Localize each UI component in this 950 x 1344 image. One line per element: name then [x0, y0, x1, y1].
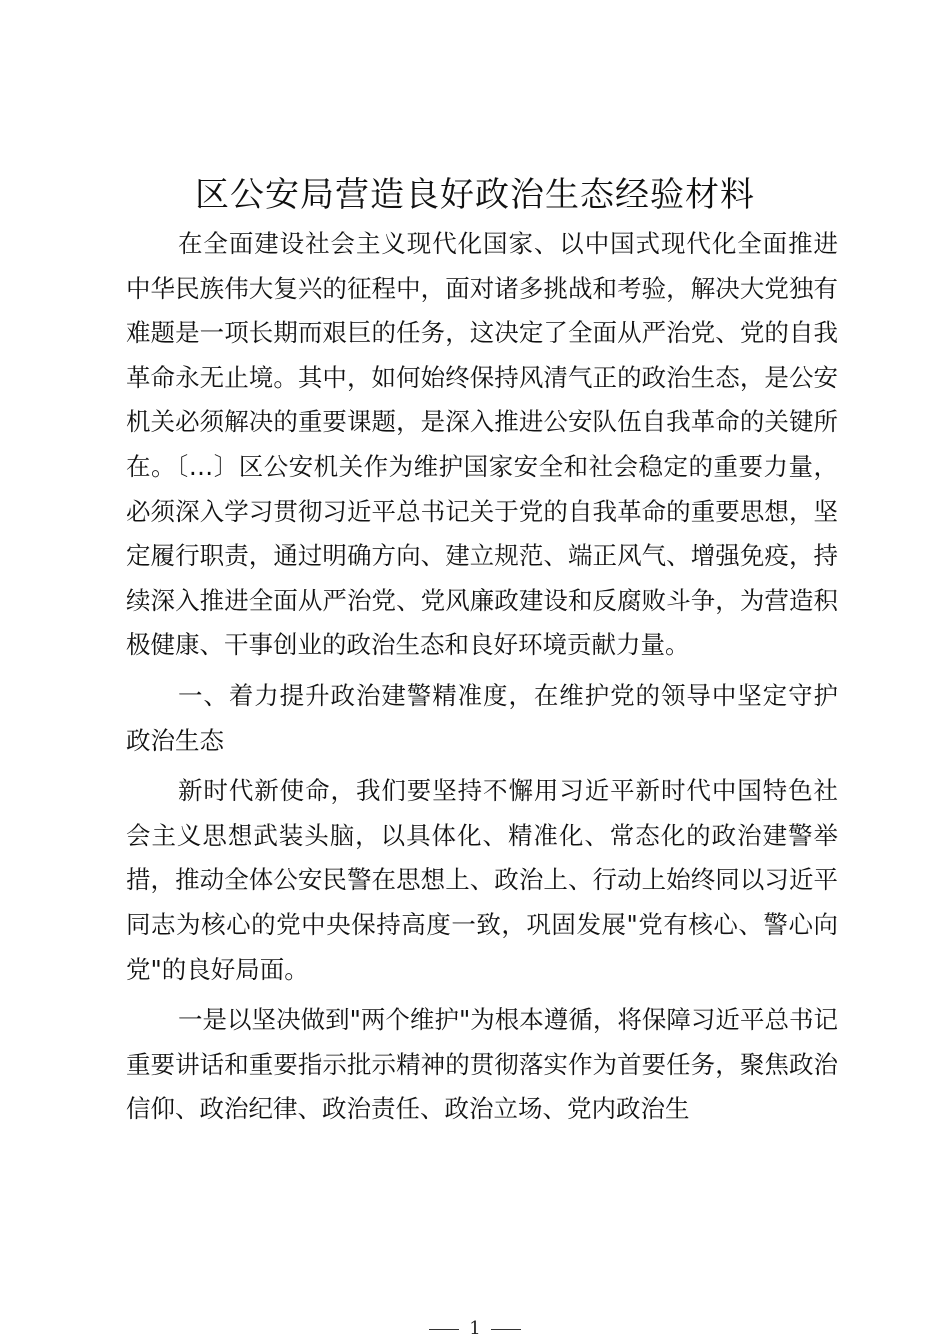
- footer-dash-left: [429, 1329, 459, 1330]
- document-body: [126, 222, 838, 1132]
- section-1-paragraph: 新时代新使命，我们要坚持不懈用习近平新时代中国特色社会主义思想武装头脑，以具体化、精准化、常态化的政治建警举措，推动全体公安民警在思想上、政治上、行动上始终同以习近平同志为核心的党中央保持高度一致，巩固发展"党有核心、警心向党"的良好局面。: [126, 776, 838, 984]
- point-1-paragraph: 一是以坚决做到"两个维护"为根本遵循，将保障习近平总书记重要讲话和重要指示批示精神的贯彻落实作为首要任务，聚焦政治信仰、政治纪律、政治责任、政治立场、党内政治生: [126, 1005, 838, 1124]
- page-footer: [0, 1318, 950, 1340]
- intro-paragraph: 在全面建设社会主义现代化国家、以中国式现代化全面推进中华民族伟大复兴的征程中，面对诸多挑战和考验，解决大党独有难题是一项长期而艰巨的任务，这决定了全面从严治党、党的自我革命永无止境。其中，如何始终保持风清气正的政治生态，是公安机关必须解决的重要课题，是深入推进公安队伍自我革命的关键所在。〔…〕区公安机关作为维护国家安全和社会稳定的重要力量，必须深入学习贯彻习近平总书记关于党的自我革命的重要思想，坚定履行职责，通过明确方向、建立规范、端正风气、增强免疫，持续深入推进全面从严治党、党风廉政建设和反腐败斗争，为营造积极健康、干事创业的政治生态和良好环境贡献力量。: [126, 229, 838, 660]
- section-heading-1: 一、着力提升政治建警精准度，在维护党的领导中坚定守护政治生态: [126, 680, 838, 755]
- page-number: 1: [469, 1318, 481, 1339]
- footer-dash-right: [491, 1329, 521, 1330]
- document-title: 区公安局营造良好政治生态经验材料: [195, 175, 755, 215]
